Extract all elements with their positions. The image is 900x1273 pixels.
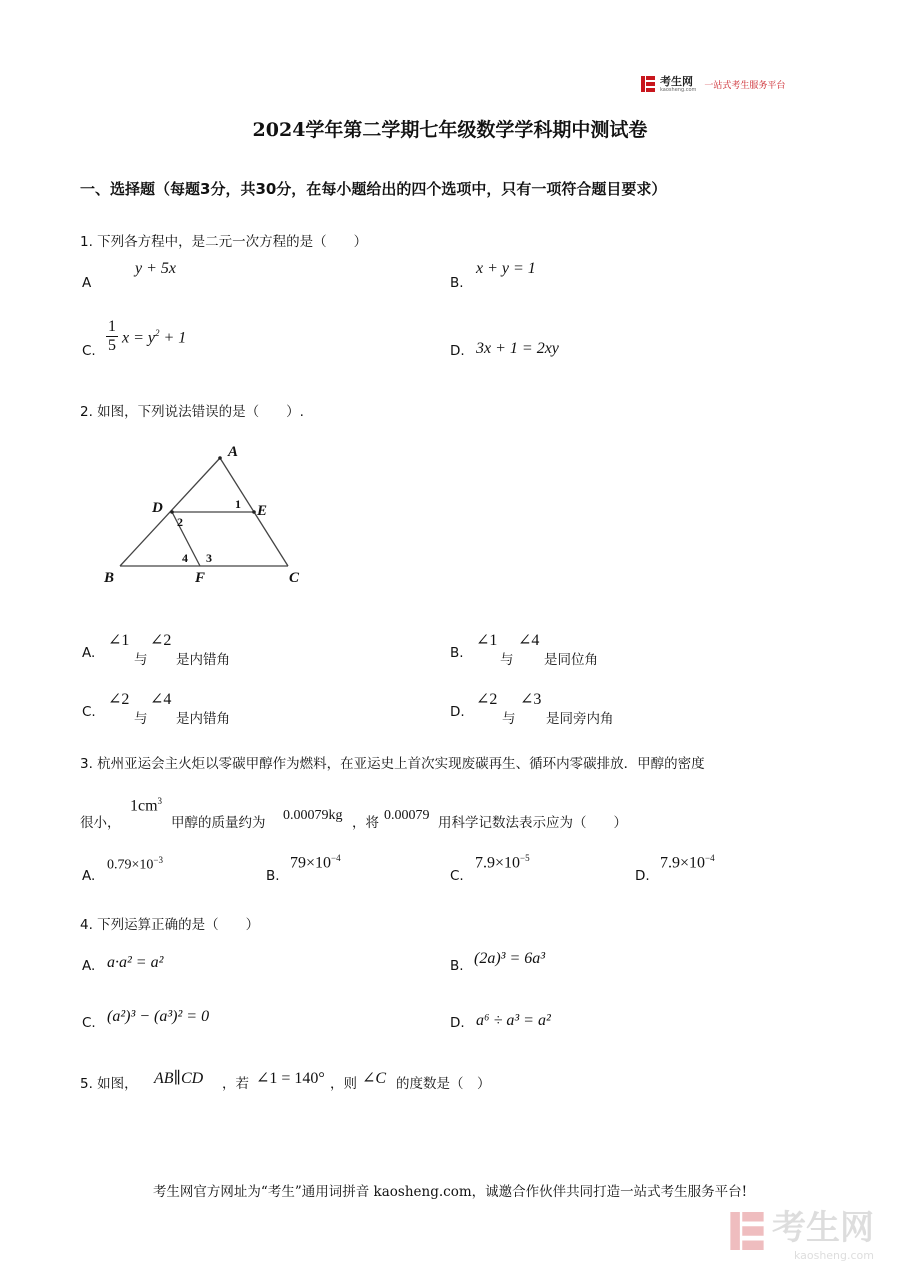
q1-stem: 1. 下列各方程中，是二元一次方程的是（ ） (80, 234, 368, 250)
q5-cond2: ∠1 = 140° (256, 1070, 325, 1087)
q2-option-b-tail: 是同位角 (544, 652, 598, 668)
q1-option-b-label: B. (450, 275, 464, 291)
q2-option-a-angle2: ∠2 (150, 632, 172, 649)
q3-line2-c: ，将 (352, 815, 379, 831)
q1-option-d-label: D. (450, 343, 465, 359)
q2-option-b-mid: 与 (500, 652, 514, 668)
q2-option-b-label: B. (450, 645, 464, 661)
q1-option-d-expr: 3x + 1 = 2xy (476, 340, 559, 357)
q3-number: 0.00079 (384, 808, 430, 823)
q1-c-tail: + 1 (159, 329, 187, 347)
section-heading: 一、选择题（每题3分，共30分，在每小题给出的四个选项中，只有一项符合题目要求） (80, 180, 667, 198)
q3-option-d-expr (660, 853, 715, 872)
q2-option-a-angle1: ∠1 (108, 632, 130, 649)
q1-option-a-label: A (82, 275, 92, 291)
q2-option-b-angle2: ∠4 (518, 632, 540, 649)
label-c: C (289, 570, 300, 586)
q4-option-a-label: A. (82, 958, 96, 974)
angle-1-label: 1 (235, 497, 241, 511)
header-slogan: 一站式考生服务平台 (704, 80, 786, 91)
angle-4-label: 4 (182, 551, 188, 565)
q5-mid: ，若 (222, 1076, 249, 1092)
q3-option-b-expr (290, 853, 341, 872)
q2-option-c-label: C. (82, 704, 96, 720)
q3-option-a-expr (107, 855, 163, 874)
watermark (728, 1200, 874, 1262)
q5-prefix: 5. 如图， (80, 1076, 138, 1092)
q5-cond3: ∠C (362, 1070, 387, 1087)
q2-option-d-mid: 与 (502, 711, 516, 727)
q1-c-rest: x = y (122, 329, 155, 347)
watermark-logo-icon (728, 1209, 766, 1253)
q3-unit-base: 1cm (130, 797, 158, 815)
q2-option-d-angle1: ∠2 (476, 691, 498, 708)
q5-tail: 的度数是（ ） (396, 1076, 491, 1092)
label-a: A (228, 444, 239, 460)
q3-stem-line1: 3. 杭州亚运会主火炬以零碳甲醇作为燃料，在亚运史上首次实现废碳再生、循环内零碳排放．甲醇的密度 (80, 756, 705, 772)
q3-a-exp: −3 (153, 855, 163, 865)
q4-option-b-expr: (2a)³ = 6a³ (474, 950, 546, 967)
q4-option-d-expr: a⁶ ÷ a³ = a² (476, 1012, 551, 1029)
q3-line2-a: 很小， (80, 815, 121, 831)
label-b: B (104, 570, 115, 586)
q3-mass: 0.00079kg (283, 808, 343, 823)
q2-option-c-angle2: ∠4 (150, 691, 172, 708)
q4-option-b-label: B. (450, 958, 464, 974)
label-e: E (257, 503, 268, 519)
q3-d-base: 7.9×10 (660, 854, 706, 872)
q3-d-exp: −4 (705, 853, 715, 863)
q3-option-c-expr (475, 853, 530, 872)
q2-option-a-mid: 与 (134, 652, 148, 668)
q4-option-a-expr: a·a² = a² (107, 954, 164, 971)
q3-a-base: 0.79×10 (107, 857, 154, 873)
q2-stem: 2. 如图，下列说法错误的是（ ）. (80, 404, 304, 420)
footer-text: 考生网官方网址为“考生”通用词拼音 kaosheng.com，诚邀合作伙伴共同打造一站式考生服务平台! (152, 1184, 748, 1200)
q2-option-a-label: A. (82, 645, 96, 661)
angle-3-label: 3 (206, 551, 212, 565)
logo-domain: kaosheng.com (660, 86, 697, 93)
q1-c-sup: 2 (155, 328, 160, 338)
q3-c-base: 7.9×10 (475, 854, 521, 872)
q2-option-c-mid: 与 (134, 711, 148, 727)
q1-c-denominator: 5 (108, 337, 116, 354)
q2-figure (100, 440, 310, 590)
q3-line2-d: 用科学记数法表示应为（ ） (438, 815, 627, 831)
q3-b-exp: −4 (331, 853, 341, 863)
q1-c-numerator: 1 (108, 318, 116, 335)
q3-line2-b: 甲醇的质量约为 (171, 815, 266, 831)
q2-option-b-angle1: ∠1 (476, 632, 498, 649)
q3-option-a-label: A. (82, 868, 96, 884)
q3-option-b-label: B. (266, 868, 280, 884)
q1-option-c-expr (122, 328, 186, 347)
q3-option-d-label: D. (635, 868, 650, 884)
kaosheng-logo-icon (640, 75, 656, 93)
q2-option-d-angle2: ∠3 (520, 691, 542, 708)
label-f: F (195, 570, 206, 586)
page-title: 2024学年第二学期七年级数学学科期中测试卷 (252, 119, 648, 141)
q4-stem: 4. 下列运算正确的是（ ） (80, 917, 260, 933)
header-logo (640, 72, 785, 96)
q3-option-c-label: C. (450, 868, 464, 884)
q5-cond1: AB∥CD (154, 1070, 204, 1087)
q1-option-c-label: C. (82, 343, 96, 359)
q2-option-a-tail: 是内错角 (176, 652, 230, 668)
q1-option-a-expr: y + 5x (135, 260, 176, 277)
q2-option-d-label: D. (450, 704, 465, 720)
q1-option-b-expr: x + y = 1 (476, 260, 536, 277)
q4-option-c-expr: (a²)³ − (a³)² = 0 (107, 1008, 210, 1025)
q4-option-c-label: C. (82, 1015, 96, 1031)
q2-option-d-tail: 是同旁内角 (546, 711, 614, 727)
q5-mid2: ，则 (330, 1076, 357, 1092)
q2-option-c-angle1: ∠2 (108, 691, 130, 708)
watermark-domain: kaosheng.com (793, 1249, 874, 1262)
q3-unit (130, 796, 162, 815)
label-d: D (152, 500, 163, 516)
q1-option-c-fraction (106, 318, 118, 355)
angle-2-label: 2 (177, 515, 183, 529)
q2-option-c-tail: 是内错角 (176, 711, 230, 727)
logo-text: 考生网 (660, 74, 693, 88)
q4-option-d-label: D. (450, 1015, 465, 1031)
watermark-text: 考生网 (772, 1208, 874, 1248)
q3-c-exp: −5 (520, 853, 530, 863)
q3-b-base: 79×10 (290, 854, 332, 872)
q3-unit-sup: 3 (157, 796, 163, 806)
